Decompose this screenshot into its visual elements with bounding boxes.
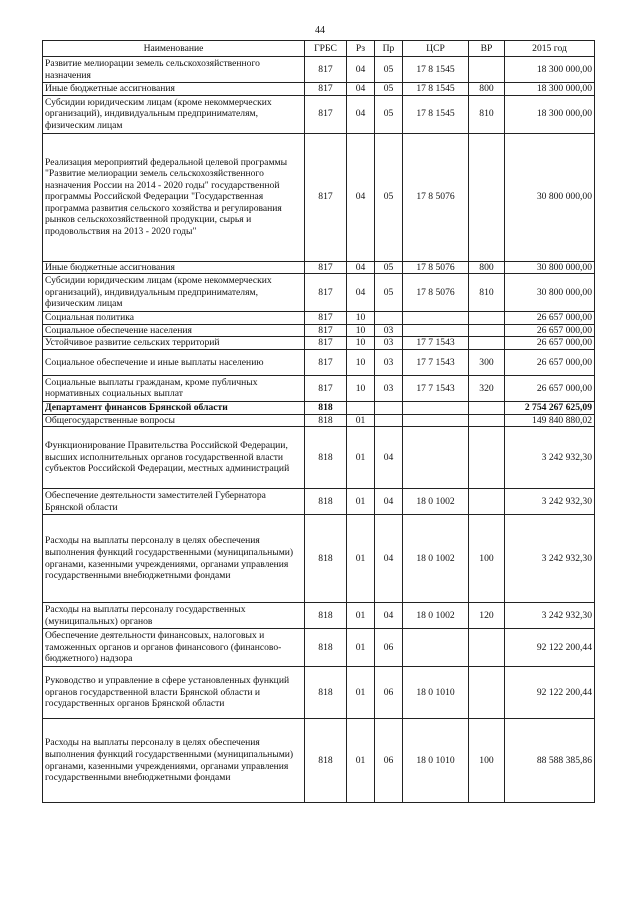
cell-amount: 30 800 000,00	[505, 274, 595, 312]
cell-pr: 06	[375, 719, 403, 803]
cell-grbs: 818	[305, 414, 347, 427]
cell-grbs: 817	[305, 83, 347, 96]
table-row	[43, 629, 595, 667]
cell-rz: 01	[347, 515, 375, 603]
cell-rz: 04	[347, 274, 375, 312]
cell-csr: 17 8 1545	[403, 95, 469, 133]
cell-csr: 17 7 1543	[403, 337, 469, 350]
cell-rz: 04	[347, 83, 375, 96]
cell-vr	[469, 133, 505, 261]
cell-name: Социальное обеспечение и иные выплаты населению	[43, 349, 305, 375]
cell-rz: 01	[347, 489, 375, 515]
cell-amount: 92 122 200,44	[505, 667, 595, 719]
table-row	[43, 57, 595, 83]
cell-vr	[469, 414, 505, 427]
cell-grbs: 818	[305, 719, 347, 803]
cell-name: Социальное обеспечение населения	[43, 324, 305, 337]
cell-pr: 04	[375, 603, 403, 629]
cell-grbs: 817	[305, 133, 347, 261]
cell-csr: 18 0 1002	[403, 489, 469, 515]
cell-amount: 18 300 000,00	[505, 83, 595, 96]
cell-vr	[469, 57, 505, 83]
cell-name: Функционирование Правительства Российской Федерации, высших исполнительных органов государственной власти субъектов Российской Федерации, местных администраций	[43, 427, 305, 489]
cell-grbs: 817	[305, 57, 347, 83]
col-header-pr: Пр	[375, 41, 403, 57]
table-row	[43, 337, 595, 350]
cell-rz	[347, 401, 375, 414]
table-row	[43, 603, 595, 629]
cell-pr: 03	[375, 349, 403, 375]
cell-amount: 149 840 880,02	[505, 414, 595, 427]
table-row	[43, 414, 595, 427]
cell-rz: 04	[347, 95, 375, 133]
cell-amount: 3 242 932,30	[505, 515, 595, 603]
cell-vr	[469, 667, 505, 719]
cell-rz: 10	[347, 324, 375, 337]
cell-rz: 10	[347, 349, 375, 375]
cell-grbs: 817	[305, 349, 347, 375]
cell-rz: 01	[347, 667, 375, 719]
cell-name: Расходы на выплаты персоналу в целях обеспечения выполнения функций государственными (муниципальными) органами, казенными учреждениями, органами управления государственными внебюджетными фондами	[43, 515, 305, 603]
cell-csr: 17 8 5076	[403, 274, 469, 312]
cell-pr: 03	[375, 375, 403, 401]
cell-csr: 17 8 1545	[403, 57, 469, 83]
cell-rz: 04	[347, 133, 375, 261]
cell-name: Обеспечение деятельности финансовых, налоговых и таможенных органов и органов финансового (финансово-бюджетного) надзора	[43, 629, 305, 667]
table-row	[43, 95, 595, 133]
cell-vr: 120	[469, 603, 505, 629]
cell-grbs: 818	[305, 401, 347, 414]
table-row	[43, 667, 595, 719]
cell-name: Развитие мелиорации земель сельскохозяйственного назначения	[43, 57, 305, 83]
cell-grbs: 818	[305, 515, 347, 603]
cell-vr: 800	[469, 83, 505, 96]
cell-name: Обеспечение деятельности заместителей Губернатора Брянской области	[43, 489, 305, 515]
cell-csr	[403, 324, 469, 337]
table-row	[43, 274, 595, 312]
cell-amount: 26 657 000,00	[505, 312, 595, 325]
cell-grbs: 818	[305, 427, 347, 489]
cell-vr: 100	[469, 515, 505, 603]
cell-amount: 26 657 000,00	[505, 324, 595, 337]
cell-vr	[469, 337, 505, 350]
cell-amount: 26 657 000,00	[505, 337, 595, 350]
cell-grbs: 818	[305, 603, 347, 629]
cell-rz: 01	[347, 414, 375, 427]
cell-pr: 05	[375, 261, 403, 274]
cell-vr: 320	[469, 375, 505, 401]
cell-vr	[469, 629, 505, 667]
cell-vr	[469, 324, 505, 337]
cell-pr	[375, 414, 403, 427]
cell-csr	[403, 312, 469, 325]
col-header-grbs: ГРБС	[305, 41, 347, 57]
cell-grbs: 817	[305, 337, 347, 350]
cell-vr	[469, 489, 505, 515]
cell-pr: 05	[375, 57, 403, 83]
cell-pr: 05	[375, 83, 403, 96]
cell-pr	[375, 401, 403, 414]
cell-amount: 30 800 000,00	[505, 261, 595, 274]
cell-rz: 04	[347, 57, 375, 83]
cell-pr: 03	[375, 337, 403, 350]
cell-pr: 05	[375, 95, 403, 133]
table-row	[43, 312, 595, 325]
col-header-rz: Рз	[347, 41, 375, 57]
cell-amount: 88 588 385,86	[505, 719, 595, 803]
cell-amount: 26 657 000,00	[505, 349, 595, 375]
table-header-row	[43, 41, 595, 57]
cell-csr: 18 0 1010	[403, 667, 469, 719]
col-header-amount: 2015 год	[505, 41, 595, 57]
table-row	[43, 427, 595, 489]
col-header-name: Наименование	[43, 41, 305, 57]
cell-grbs: 817	[305, 95, 347, 133]
cell-name: Субсидии юридическим лицам (кроме некоммерческих организаций), индивидуальным предпринимателям, физическим лицам	[43, 274, 305, 312]
cell-pr: 04	[375, 489, 403, 515]
cell-pr: 05	[375, 133, 403, 261]
cell-pr	[375, 312, 403, 325]
page-number: 44	[315, 25, 325, 36]
cell-rz: 01	[347, 629, 375, 667]
cell-amount: 3 242 932,30	[505, 603, 595, 629]
cell-vr: 810	[469, 95, 505, 133]
cell-name: Иные бюджетные ассигнования	[43, 261, 305, 274]
cell-csr: 18 0 1002	[403, 515, 469, 603]
cell-pr: 04	[375, 427, 403, 489]
cell-amount: 18 300 000,00	[505, 57, 595, 83]
col-header-vr: ВР	[469, 41, 505, 57]
cell-vr: 800	[469, 261, 505, 274]
cell-name: Департамент финансов Брянской области	[43, 401, 305, 414]
table-row	[43, 83, 595, 96]
cell-csr: 18 0 1002	[403, 603, 469, 629]
cell-rz: 10	[347, 375, 375, 401]
col-header-csr: ЦСР	[403, 41, 469, 57]
cell-rz: 04	[347, 261, 375, 274]
cell-csr: 17 7 1543	[403, 375, 469, 401]
cell-csr: 17 8 5076	[403, 261, 469, 274]
cell-csr: 17 8 1545	[403, 83, 469, 96]
cell-rz: 10	[347, 337, 375, 350]
table-row	[43, 515, 595, 603]
cell-amount: 26 657 000,00	[505, 375, 595, 401]
cell-pr: 03	[375, 324, 403, 337]
cell-rz: 10	[347, 312, 375, 325]
cell-pr: 06	[375, 667, 403, 719]
cell-csr	[403, 427, 469, 489]
cell-vr	[469, 312, 505, 325]
cell-csr: 18 0 1010	[403, 719, 469, 803]
cell-name: Реализация мероприятий федеральной целевой программы "Развитие мелиорации земель сельскохозяйственного назначения России на 2014 - 2020 годы" государственной программы Российской Федерации "Государственная программа развития сельского хозяйства и регулирования рынков сельскохозяйственной продукции, сырья и продовольствия на 2013 - 2020 годы"	[43, 133, 305, 261]
table-row	[43, 719, 595, 803]
cell-name: Социальная политика	[43, 312, 305, 325]
cell-amount: 18 300 000,00	[505, 95, 595, 133]
cell-name: Субсидии юридическим лицам (кроме некоммерческих организаций), индивидуальным предпринимателям, физическим лицам	[43, 95, 305, 133]
cell-pr: 05	[375, 274, 403, 312]
cell-vr	[469, 401, 505, 414]
cell-grbs: 817	[305, 261, 347, 274]
cell-rz: 01	[347, 603, 375, 629]
cell-amount: 3 242 932,30	[505, 427, 595, 489]
budget-table	[42, 40, 595, 803]
cell-grbs: 818	[305, 489, 347, 515]
cell-amount: 30 800 000,00	[505, 133, 595, 261]
cell-name: Расходы на выплаты персоналу в целях обеспечения выполнения функций государственными (муниципальными) органами, казенными учреждениями, органами управления государственными внебюджетными фондами	[43, 719, 305, 803]
cell-vr: 300	[469, 349, 505, 375]
cell-name: Расходы на выплаты персоналу государственных (муниципальных) органов	[43, 603, 305, 629]
cell-amount: 2 754 267 625,09	[505, 401, 595, 414]
table-row	[43, 133, 595, 261]
cell-grbs: 817	[305, 324, 347, 337]
table-row	[43, 375, 595, 401]
cell-pr: 04	[375, 515, 403, 603]
cell-vr: 810	[469, 274, 505, 312]
cell-grbs: 817	[305, 375, 347, 401]
cell-grbs: 817	[305, 274, 347, 312]
cell-pr: 06	[375, 629, 403, 667]
cell-amount: 3 242 932,30	[505, 489, 595, 515]
cell-csr: 17 8 5076	[403, 133, 469, 261]
cell-rz: 01	[347, 719, 375, 803]
cell-name: Социальные выплаты гражданам, кроме публичных нормативных социальных выплат	[43, 375, 305, 401]
cell-amount: 92 122 200,44	[505, 629, 595, 667]
table-row	[43, 261, 595, 274]
cell-csr	[403, 629, 469, 667]
cell-name: Общегосударственные вопросы	[43, 414, 305, 427]
table-row	[43, 349, 595, 375]
cell-grbs: 818	[305, 629, 347, 667]
table-row	[43, 401, 595, 414]
cell-vr	[469, 427, 505, 489]
cell-rz: 01	[347, 427, 375, 489]
cell-vr: 100	[469, 719, 505, 803]
cell-csr	[403, 414, 469, 427]
cell-grbs: 818	[305, 667, 347, 719]
cell-grbs: 817	[305, 312, 347, 325]
cell-name: Иные бюджетные ассигнования	[43, 83, 305, 96]
table-row	[43, 324, 595, 337]
table-row	[43, 489, 595, 515]
cell-name: Руководство и управление в сфере установленных функций органов государственной власти Брянской области и государственных органов Брянской области	[43, 667, 305, 719]
cell-csr	[403, 401, 469, 414]
cell-name: Устойчивое развитие сельских территорий	[43, 337, 305, 350]
cell-csr: 17 7 1543	[403, 349, 469, 375]
